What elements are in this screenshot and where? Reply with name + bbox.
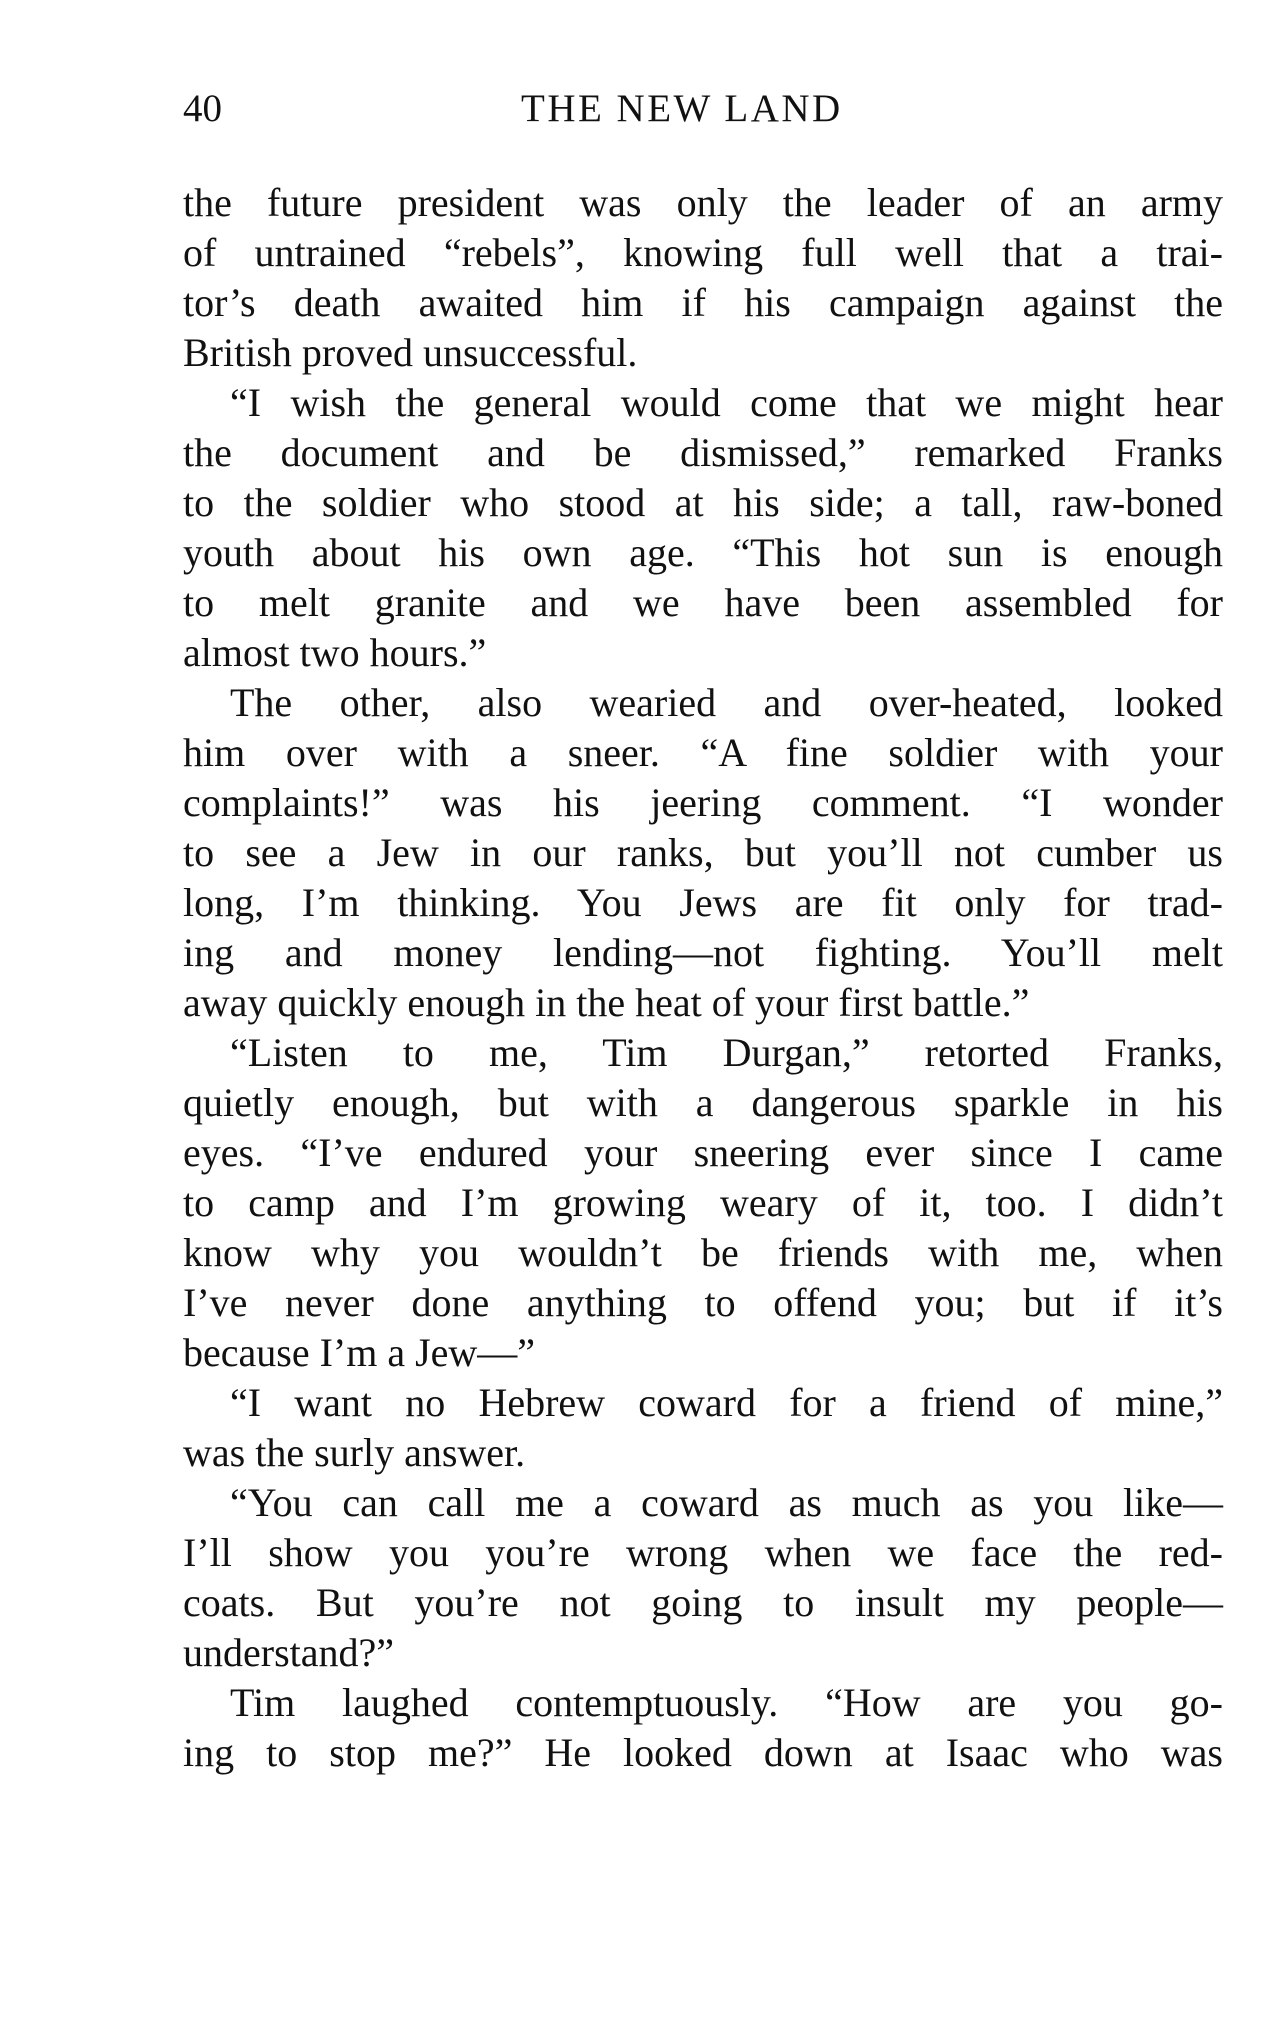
text-line: long, I’m thinking. You Jews are fit only for trad- [183, 880, 1223, 925]
text-line: was the surly answer. [183, 1430, 526, 1475]
text-line: because I’m a Jew—” [183, 1330, 536, 1375]
text-line: tor’s death awaited him if his campaign against the [183, 280, 1223, 325]
text-line: quietly enough, but with a dangerous sparkle in his [183, 1080, 1223, 1125]
text-line: I’ve never done anything to offend you; but if it’s [183, 1280, 1223, 1325]
text-line: Tim laughed contemptuously. “How are you go- [230, 1680, 1223, 1725]
text-line: to see a Jew in our ranks, but you’ll not cumber us [183, 830, 1223, 875]
text-line: understand?” [183, 1630, 395, 1675]
text-line: “I want no Hebrew coward for a friend of mine,” [230, 1380, 1223, 1425]
page-header [183, 84, 1223, 134]
text-line: “Listen to me, Tim Durgan,” retorted Franks, [230, 1030, 1223, 1075]
text-line: of untrained “rebels”, knowing full well that a trai- [183, 230, 1223, 275]
text-line: “I wish the general would come that we might hear [230, 380, 1223, 425]
text-line: to the soldier who stood at his side; a tall, raw-boned [183, 480, 1223, 525]
text-line: ing and money lending—not fighting. You’ll melt [183, 930, 1223, 975]
text-line: know why you wouldn’t be friends with me, when [183, 1230, 1223, 1275]
text-line: “You can call me a coward as much as you like— [230, 1480, 1223, 1525]
text-line: eyes. “I’ve endured your sneering ever since I came [183, 1130, 1223, 1175]
text-line: coats. But you’re not going to insult my people— [183, 1580, 1223, 1625]
text-line: to melt granite and we have been assembled for [183, 580, 1223, 625]
text-line: complaints!” was his jeering comment. “I wonder [183, 780, 1223, 825]
text-line: almost two hours.” [183, 630, 487, 675]
text-line: the document and be dismissed,” remarked Franks [183, 430, 1223, 475]
page-number: 40 [183, 87, 222, 130]
text-line: ing to stop me?” He looked down at Isaac who was [183, 1730, 1223, 1775]
text-line: to camp and I’m growing weary of it, too. I didn’t [183, 1180, 1223, 1225]
text-line: I’ll show you you’re wrong when we face the red- [183, 1530, 1223, 1575]
text-line: him over with a sneer. “A fine soldier with your [183, 730, 1223, 775]
running-title: THE NEW LAND [521, 87, 843, 130]
text-line: British proved unsuccessful. [183, 330, 638, 375]
text-line: youth about his own age. “This hot sun is enough [183, 530, 1223, 575]
text-line: away quickly enough in the heat of your first battle.” [183, 980, 1030, 1025]
body-text [183, 178, 1223, 1778]
text-line: the future president was only the leader of an army [183, 180, 1223, 225]
text-line: The other, also wearied and over-heated, looked [230, 680, 1223, 725]
